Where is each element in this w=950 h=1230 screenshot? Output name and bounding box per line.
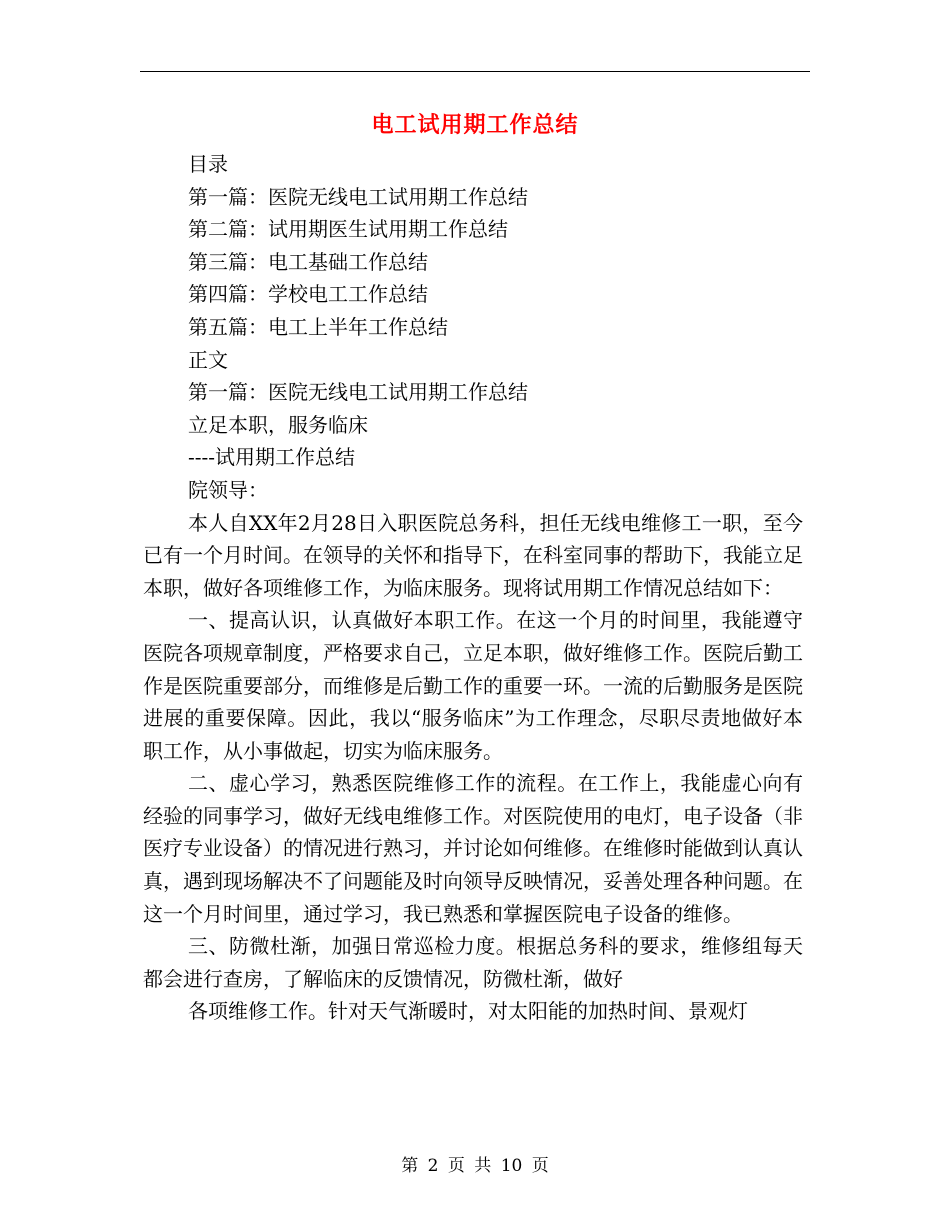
toc-item: 第三篇：电工基础工作总结 xyxy=(188,249,428,274)
document-body xyxy=(143,148,803,1028)
toc-item: 第四篇：学校电工工作总结 xyxy=(188,282,428,307)
paragraph-intro: 本人自XX年2月28日入职医院总务科，担任无线电维修工一职，至今已有一个月时间。在领导的关怀和指导下，在科室同事的帮助下，我能立足本职，做好各项维修工作，为临床服务。现将试用期工作情况总结如下： xyxy=(143,510,803,600)
section-subtitle-dash: ----试用期工作总结 xyxy=(188,445,356,470)
salutation: 院领导： xyxy=(188,477,268,502)
paragraph-point-1: 一、提高认识，认真做好本职工作。在这一个月的时间里，我能遵守医院各项规章制度，严格要求自己，立足本职，做好维修工作。医院后勤工作是医院重要部分，而维修是后勤工作的重要一环。一流的后勤服务是医院进展的重要保障。因此，我以“服务临床”为工作理念，尽职尽责地做好本职工作，从小事做起，切实为临床服务。 xyxy=(143,608,803,763)
paragraph-point-2: 二、虚心学习，熟悉医院维修工作的流程。在工作上，我能虚心向有经验的同事学习，做好无线电维修工作。对医院使用的电灯，电子设备（非医疗专业设备）的情况进行熟习，并讨论如何维修。在维修时能做到认真认真，遇到现场解决不了问题能及时向领导反映情况，妥善处理各种问题。在这一个月时间里，通过学习，我已熟悉和掌握医院电子设备的维修。 xyxy=(143,771,803,926)
section-title: 第一篇：医院无线电工试用期工作总结 xyxy=(188,380,528,405)
paragraph-continued: 各项维修工作。针对天气渐暖时，对太阳能的加热时间、景观灯 xyxy=(188,999,748,1024)
toc-heading: 目录 xyxy=(188,152,228,176)
document-title: 电工试用期工作总结 xyxy=(371,112,579,138)
section-subtitle: 立足本职，服务临床 xyxy=(188,412,368,437)
body-heading: 正文 xyxy=(188,347,228,372)
toc-item: 第二篇：试用期医生试用期工作总结 xyxy=(188,217,508,242)
toc-item: 第一篇：医院无线电工试用期工作总结 xyxy=(188,184,528,209)
page-number: 第 2 页 共 10 页 xyxy=(401,1156,549,1176)
toc-item: 第五篇：电工上半年工作总结 xyxy=(188,314,448,339)
paragraph-point-3: 三、防微杜渐，加强日常巡检力度。根据总务科的要求，维修组每天都会进行查房，了解临床的反馈情况，防微杜渐，做好 xyxy=(143,934,803,991)
header-rule xyxy=(140,71,810,72)
